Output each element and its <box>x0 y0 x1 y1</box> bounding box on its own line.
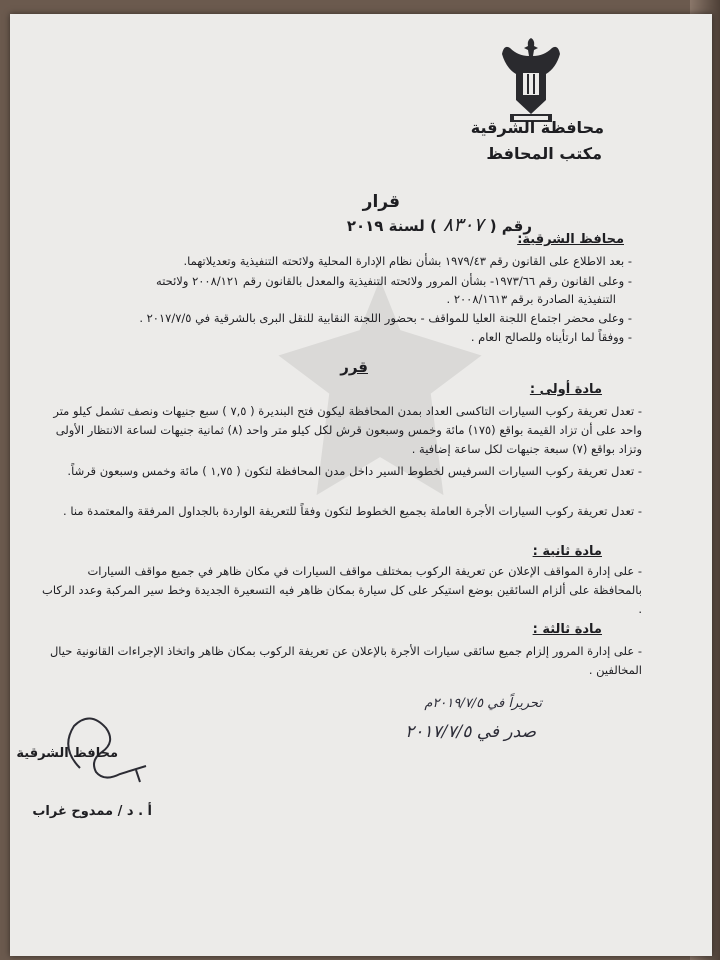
decree-number-label: رقم ( <box>489 217 532 235</box>
decree-number: ٨٣٠٧ <box>442 214 484 236</box>
preamble-item-4: - ووفقاً لما ارتأيناه وللصالح العام . <box>470 330 632 344</box>
document-page <box>10 14 712 956</box>
preamble-item-2-cont: التنفيذية الصادرة برقم ٢٠٠٨/١٦١٣ . <box>446 292 616 306</box>
preamble-heading: محافظ الشرقية: <box>517 232 624 247</box>
article-1-title: مادة أولى : <box>529 382 602 397</box>
handwritten-date-1: تحريراً في ٢٠١٩/٧/٥م <box>424 696 542 711</box>
article-3-title: مادة ثالثة : <box>532 622 602 637</box>
preamble-item-3: - وعلى محضر اجتماع اللجنة العليا للمواقف - بحضور اللجنة النقابية للنقل البرى بالشرقية في ٢٠١٧/٧/٥ . <box>139 311 632 325</box>
article-1-paragraph-2: - تعدل تعريفة ركوب السيارات السرفيس لخطوط السير داخل مدن المحافظة لتكون ( ١,٧٥ ) مائة وخمس وسبعون قرشاً. <box>67 464 642 478</box>
article-2-paragraph-1: - على إدارة المواقف الإعلان عن تعريفة الركوب بمختلف مواقف السيارات في مكان ظاهر في جميع مواقف السيارات بالمحافظة على ألزام السائقين بوضع استيكر على كل سيارة بمكان ظاهر فيه التسعيرة الجديدة وخط سير المركبة وعدد الركاب . <box>42 564 642 616</box>
handwritten-date-2: صدر في ٢٠١٧/٧/٥ <box>405 722 536 742</box>
eagle-emblem-icon <box>500 34 562 124</box>
article-2-title: مادة ثانية : <box>532 544 602 559</box>
decree-title: قرار <box>362 192 400 212</box>
decree-number-line <box>347 214 532 236</box>
governorate-name: محافظة الشرقية <box>470 118 604 137</box>
preamble-item-1: - بعد الاطلاع على القانون رقم ١٩٧٩/٤٣ بشأن نظام الإدارة المحلية ولائحته التنفيذية وتعديلاتهما. <box>183 254 632 268</box>
signature-name: أ . د / ممدوح غراب <box>32 804 152 819</box>
decree-year-label: ) لسنة ٢٠١٩ <box>346 217 437 235</box>
preamble-item-2: - وعلى القانون رقم ١٩٧٣/٦٦- بشأن المرور ولائحته التنفيذية والمعدل بالقانون رقم ٢٠٠٨/١٢١ ولائحته <box>156 274 632 288</box>
office-name: مكتب المحافظ <box>486 144 602 163</box>
article-3-paragraph-1: - على إدارة المرور إلزام جميع سائقى سيارات الأجرة بالإعلان عن تعريفة الركوب بمكان ظاهر واتخاذ الإجراءات القانونية حيال المخالفين . <box>49 644 642 677</box>
article-1-paragraph-3: - تعدل تعريفة ركوب السيارات الأجرة العاملة بجميع الخطوط لتكون وفقاً للتعريفة الواردة بالجداول المرفقة والمعتمدة منا . <box>63 504 642 518</box>
signature-title: محافظ الشرقية <box>16 746 118 761</box>
decision-heading: قرر <box>340 358 368 376</box>
article-1-paragraph-1: - تعدل تعريفة ركوب السيارات التاكسى العداد بمدن المحافظة ليكون فتح البنديرة ( ٧,٥ ) سبع جنيهات ونصف تشمل كيلو متر واحد على أن تزاد القيمة بواقع (١٧٥) مائة وخمس وسبعون قرش لكل كيلو متر واحد (٨) ثمانية جنيهات لساعة الانتظار الأولى وتزاد بواقع (٧) سبعة جنيهات لكل ساعة إضافية . <box>53 404 642 456</box>
